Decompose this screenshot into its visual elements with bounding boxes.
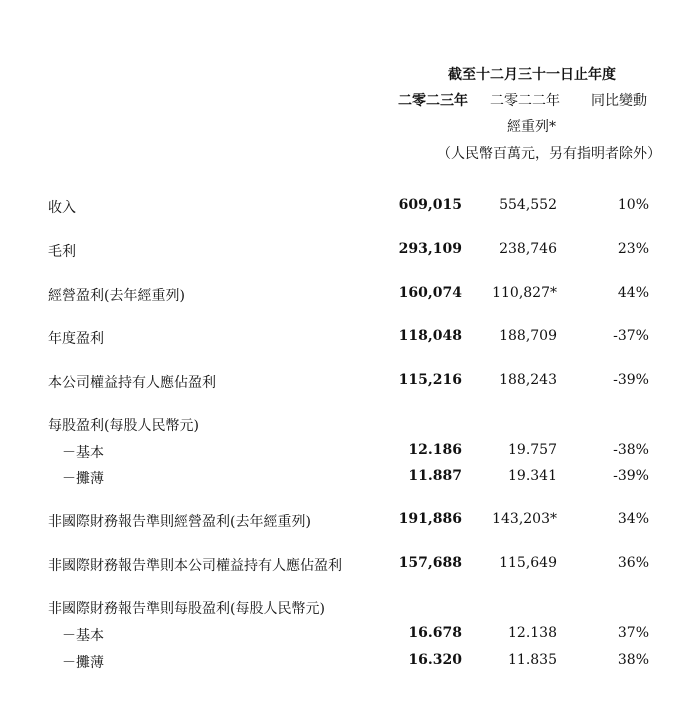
value-2022: 143,203*: [492, 511, 557, 527]
table-row: [0, 442, 700, 462]
table-row: [0, 511, 700, 531]
value-2022: 188,709: [499, 328, 557, 344]
row-label: 本公司權益持有人應佔盈利: [48, 375, 216, 391]
value-change: -39%: [613, 468, 649, 484]
value-change: 38%: [617, 652, 649, 668]
value-2022: 115,649: [499, 555, 557, 571]
table-row: [0, 415, 700, 435]
value-2023: 11.887: [408, 468, 462, 484]
value-change: -37%: [613, 328, 649, 344]
column-header-2023: 二零二三年: [398, 93, 468, 109]
value-2023: 16.678: [408, 625, 462, 641]
value-2023: 191,886: [398, 511, 462, 527]
row-label: 經營盈利(去年經重列): [48, 288, 185, 304]
value-change: 44%: [617, 285, 649, 301]
period-header: 截至十二月三十一日止年度: [448, 67, 616, 83]
value-2022: 188,243: [499, 372, 557, 388]
row-label: －基本: [62, 628, 104, 644]
value-2022: 110,827*: [492, 285, 557, 301]
value-change: -39%: [613, 372, 649, 388]
table-row: [0, 652, 700, 672]
row-label: 毛利: [48, 244, 76, 260]
value-change: 36%: [617, 555, 649, 571]
table-row: [0, 285, 700, 305]
restated-note: 經重列*: [507, 119, 556, 135]
value-2023: 12.186: [408, 442, 462, 458]
table-row: [0, 625, 700, 645]
row-label: 年度盈利: [48, 331, 104, 347]
value-2023: 609,015: [398, 197, 462, 213]
value-2023: 16.320: [408, 652, 462, 668]
value-2023: 157,688: [398, 555, 462, 571]
row-label: 非國際財務報告準則經營盈利(去年經重列): [48, 514, 311, 530]
table-row: [0, 555, 700, 575]
unit-note: （人民幣百萬元，另有指明者除外）: [437, 146, 661, 162]
row-label: 非國際財務報告準則本公司權益持有人應佔盈利: [48, 558, 342, 574]
value-change: 37%: [617, 625, 649, 641]
value-2023: 115,216: [398, 372, 462, 388]
value-2022: 19.341: [508, 468, 557, 484]
value-change: -38%: [613, 442, 649, 458]
table-row: [0, 197, 700, 217]
row-label: 每股盈利(每股人民幣元): [48, 418, 199, 434]
value-2022: 11.835: [508, 652, 557, 668]
table-row: [0, 241, 700, 261]
row-label: －攤薄: [62, 471, 104, 487]
value-2022: 238,746: [499, 241, 557, 257]
table-row: [0, 468, 700, 488]
column-header-2022: 二零二二年: [490, 93, 560, 109]
row-label: －攤薄: [62, 655, 104, 671]
row-label: 非國際財務報告準則每股盈利(每股人民幣元): [48, 601, 325, 617]
value-2022: 554,552: [499, 197, 557, 213]
column-header-change: 同比變動: [591, 93, 647, 109]
value-2023: 293,109: [398, 241, 462, 257]
table-row: [0, 598, 700, 618]
row-label: 收入: [48, 200, 76, 216]
table-row: [0, 328, 700, 348]
value-change: 34%: [617, 511, 649, 527]
value-2023: 118,048: [398, 328, 462, 344]
value-2023: 160,074: [398, 285, 462, 301]
value-change: 23%: [617, 241, 649, 257]
table-row: [0, 372, 700, 392]
value-2022: 19.757: [508, 442, 557, 458]
row-label: －基本: [62, 445, 104, 461]
value-2022: 12.138: [508, 625, 557, 641]
value-change: 10%: [617, 197, 649, 213]
